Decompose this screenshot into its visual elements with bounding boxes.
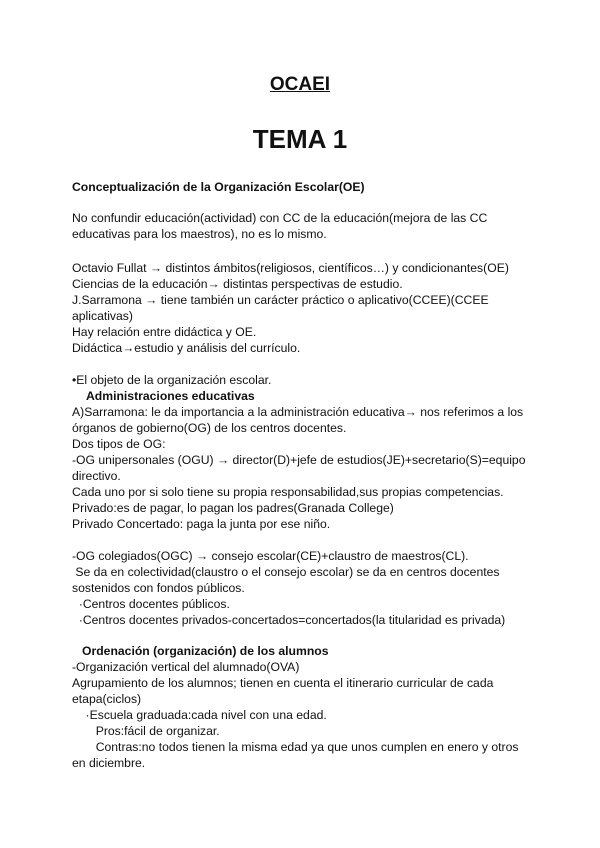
paragraph-line: etapa(ciclos) — [72, 692, 142, 706]
paragraph-line: Contras:no todos tienen la misma edad ya que unos cumplen en enero y otros — [72, 740, 519, 754]
list-item: ·Centros docentes públicos. — [72, 597, 230, 611]
paragraph-line: Privado:es de pagar, lo pagan los padres(Granada College) — [72, 501, 394, 515]
paragraph-line: No confundir educación(actividad) con CC de la educación(mejora de las CC — [72, 211, 488, 225]
document-title: OCAEI — [269, 74, 331, 95]
paragraph-line: A)Sarramona: le da importancia a la administración educativa→ nos referimos a los — [72, 405, 524, 419]
paragraph-line: Privado Concertado: paga la junta por ese niño. — [72, 517, 331, 531]
paragraph-line: •El objeto de la organización escolar. — [72, 373, 272, 387]
paragraph-line: educativas para los maestros), no es lo mismo. — [72, 227, 327, 241]
paragraph-line: Pros:fácil de organizar. — [72, 724, 220, 738]
document-subtitle: TEMA 1 — [252, 124, 348, 154]
paragraph-line: directivo. — [72, 469, 121, 483]
paragraph-line: Didáctica→estudio y análisis del currículo. — [72, 341, 301, 355]
paragraph-line: órganos de gobierno(OG) de los centros docentes. — [72, 421, 347, 435]
paragraph-line: -OG colegiados(OGC) → consejo escolar(CE)+claustro de maestros(CL). — [72, 549, 469, 563]
list-item: ·Centros docentes privados-concertados=concertados(la titularidad es privada) — [72, 613, 506, 627]
list-item: ·Escuela graduada:cada nivel con una edad. — [72, 708, 327, 722]
paragraph-line: Ciencias de la educación→ distintas perspectivas de estudio. — [72, 277, 403, 291]
section-heading-conceptualizacion: Conceptualización de la Organización Escolar(OE) — [72, 180, 365, 194]
paragraph-line: Agrupamiento de los alumnos; tienen en cuenta el itinerario curricular de cada — [72, 676, 494, 690]
paragraph-line: Se da en colectividad(claustro o el consejo escolar) se da en centros docentes — [72, 565, 500, 579]
paragraph-line: Dos tipos de OG: — [72, 437, 166, 451]
paragraph-line: J.Sarramona → tiene también un carácter práctico o aplicativo(CCEE)(CCEE — [72, 293, 489, 307]
paragraph-line: Cada uno por si solo tiene su propia responsabilidad,sus propias competencias. — [72, 485, 504, 499]
paragraph-line: en diciembre. — [72, 756, 146, 770]
paragraph-line: aplicativas) — [72, 309, 133, 323]
paragraph-line: sostenidos con fondos públicos. — [72, 581, 245, 595]
section-heading-administraciones: Administraciones educativas — [86, 389, 255, 403]
section-heading-ordenacion: Ordenación (organización) de los alumnos — [82, 644, 329, 658]
paragraph-line: -OG unipersonales (OGU) → director(D)+jefe de estudios(JE)+secretario(S)=equipo — [72, 453, 526, 467]
paragraph-line: Octavio Fullat → distintos ámbitos(religiosos, científicos…) y condicionantes(OE) — [72, 261, 509, 275]
paragraph-line: -Organización vertical del alumnado(OVA) — [72, 660, 300, 674]
paragraph-line: Hay relación entre didáctica y OE. — [72, 325, 257, 339]
